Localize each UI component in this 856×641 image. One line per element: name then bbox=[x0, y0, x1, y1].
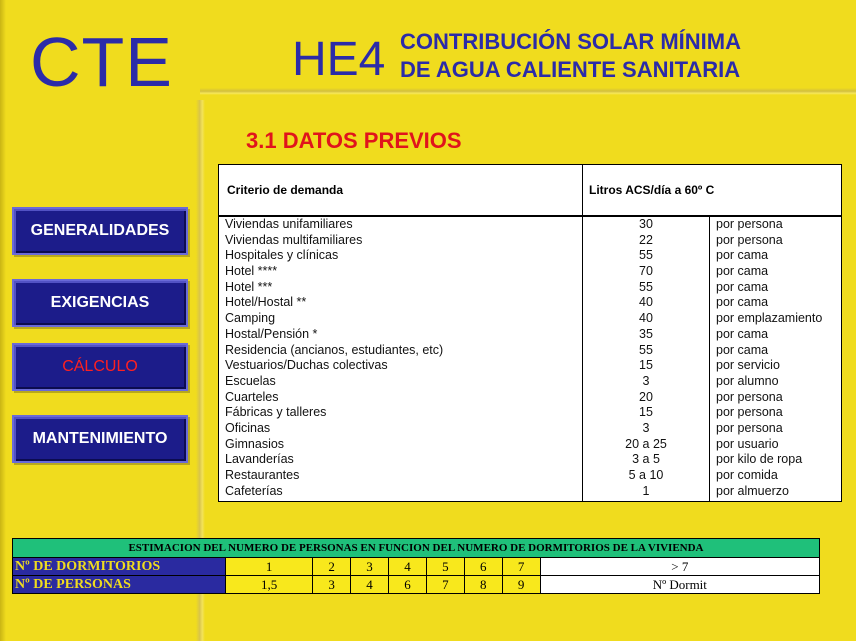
litros-cell: 55 bbox=[639, 342, 653, 357]
criterio-cell: Camping bbox=[225, 311, 276, 326]
litros-cell: 40 bbox=[639, 311, 653, 326]
table-row bbox=[219, 217, 841, 233]
dormitorios-cell: 6 bbox=[464, 558, 502, 576]
table-row bbox=[219, 248, 841, 264]
he4-code: HE4 bbox=[292, 33, 386, 86]
unidad-cell: por persona bbox=[716, 232, 783, 247]
criterio-cell: Hotel **** bbox=[225, 264, 278, 279]
unidad-cell: por servicio bbox=[716, 358, 780, 373]
unidad-cell: por persona bbox=[716, 389, 783, 404]
demand-table-body bbox=[219, 217, 841, 499]
dormitorios-cell: 7 bbox=[502, 558, 540, 576]
unidad-cell: por persona bbox=[716, 405, 783, 420]
unidad-cell: por usuario bbox=[716, 436, 779, 451]
table-row bbox=[219, 468, 841, 484]
unidad-cell: por persona bbox=[716, 217, 783, 231]
litros-cell: 35 bbox=[639, 326, 653, 341]
litros-cell: 1 bbox=[642, 483, 650, 498]
table-row bbox=[219, 280, 841, 296]
section-title: 3.1 DATOS PREVIOS bbox=[246, 128, 462, 153]
criterio-cell: Viviendas multifamiliares bbox=[225, 232, 363, 247]
litros-cell: 22 bbox=[639, 232, 653, 247]
criterio-cell: Cuarteles bbox=[225, 389, 279, 404]
dormitorios-cell: 1 bbox=[226, 558, 313, 576]
unidad-cell: por cama bbox=[716, 295, 769, 310]
nav-exigencias-button[interactable]: EXIGENCIAS bbox=[12, 279, 188, 327]
table-row bbox=[219, 343, 841, 359]
personas-cell: Nº Dormit bbox=[540, 576, 819, 594]
criterio-cell: Hospitales y clínicas bbox=[225, 248, 339, 263]
criterio-cell: Hostal/Pensión * bbox=[225, 326, 318, 341]
table-row bbox=[219, 264, 841, 280]
litros-cell: 40 bbox=[639, 295, 653, 310]
table-row bbox=[219, 358, 841, 374]
title-line-2: DE AGUA CALIENTE SANITARIA bbox=[400, 57, 741, 82]
litros-cell: 20 a 25 bbox=[625, 436, 667, 451]
unidad-cell: por cama bbox=[716, 326, 769, 341]
col-criterio-header: Criterio de demanda bbox=[227, 183, 344, 197]
criterio-cell: Cafeterías bbox=[225, 483, 283, 498]
unidad-cell: por cama bbox=[716, 248, 769, 263]
cte-logo: CTE bbox=[30, 23, 173, 101]
col-litros-header: Litros ACS/día a 60º C bbox=[589, 183, 715, 197]
demand-table-header bbox=[219, 165, 841, 217]
criterio-cell: Fábricas y talleres bbox=[225, 405, 327, 420]
unidad-cell: por cama bbox=[716, 264, 769, 279]
personas-cell: 4 bbox=[351, 576, 389, 594]
litros-cell: 55 bbox=[639, 248, 653, 263]
table-row bbox=[219, 452, 841, 468]
dormitorios-cell: 4 bbox=[389, 558, 427, 576]
criterio-cell: Hotel *** bbox=[225, 279, 273, 294]
nav-calculo-button[interactable]: CÁLCULO bbox=[12, 343, 188, 391]
unidad-cell: por kilo de ropa bbox=[716, 452, 803, 467]
table-row bbox=[219, 437, 841, 453]
table-row bbox=[219, 233, 841, 249]
litros-cell: 3 bbox=[642, 420, 650, 435]
table-row bbox=[219, 327, 841, 343]
personas-cell: 1,5 bbox=[226, 576, 313, 594]
criterio-cell: Gimnasios bbox=[225, 436, 285, 451]
litros-cell: 5 a 10 bbox=[628, 468, 664, 482]
unidad-cell: por cama bbox=[716, 342, 769, 357]
dormitorios-cell: > 7 bbox=[540, 558, 819, 576]
personas-cell: 7 bbox=[426, 576, 464, 594]
dormitorios-cell: 3 bbox=[351, 558, 389, 576]
criterio-cell: Restaurantes bbox=[225, 468, 300, 482]
criterio-cell: Vestuarios/Duchas colectivas bbox=[225, 358, 388, 373]
unidad-cell: por alumno bbox=[716, 373, 779, 388]
personas-cell: 3 bbox=[313, 576, 351, 594]
table-row bbox=[219, 311, 841, 327]
estimation-table-title: ESTIMACION DEL NUMERO DE PERSONAS EN FUNCION DEL NUMERO DE DORMITORIOS DE LA VIVIENDA bbox=[13, 539, 820, 558]
criterio-cell: Hotel/Hostal ** bbox=[225, 295, 307, 310]
unidad-cell: por cama bbox=[716, 279, 769, 294]
page-title bbox=[400, 28, 741, 84]
criterio-cell: Escuelas bbox=[225, 373, 276, 388]
litros-cell: 15 bbox=[639, 358, 653, 373]
unidad-cell: por comida bbox=[716, 468, 778, 482]
litros-cell: 55 bbox=[639, 279, 653, 294]
litros-cell: 15 bbox=[639, 405, 653, 420]
table-row bbox=[219, 405, 841, 421]
table-row bbox=[13, 558, 820, 576]
nav-mantenimiento-button[interactable]: MANTENIMIENTO bbox=[12, 415, 188, 463]
table-row bbox=[219, 374, 841, 390]
unidad-cell: por almuerzo bbox=[716, 483, 789, 498]
table-row bbox=[219, 295, 841, 311]
demand-table bbox=[218, 164, 842, 502]
title-line-1: CONTRIBUCIÓN SOLAR MÍNIMA bbox=[400, 29, 741, 54]
estimation-table bbox=[12, 538, 820, 594]
litros-cell: 70 bbox=[639, 264, 653, 279]
litros-cell: 30 bbox=[639, 217, 653, 231]
personas-cell: 6 bbox=[389, 576, 427, 594]
litros-cell: 3 a 5 bbox=[632, 452, 660, 467]
unidad-cell: por emplazamiento bbox=[716, 311, 823, 326]
row-label-dormitorios: Nº DE DORMITORIOS bbox=[13, 558, 226, 576]
criterio-cell: Lavanderías bbox=[225, 452, 294, 467]
dormitorios-cell: 2 bbox=[313, 558, 351, 576]
table-row bbox=[219, 390, 841, 406]
criterio-cell: Oficinas bbox=[225, 420, 271, 435]
nav-generalidades-button[interactable]: GENERALIDADES bbox=[12, 207, 188, 255]
unidad-cell: por persona bbox=[716, 420, 783, 435]
litros-cell: 3 bbox=[642, 373, 650, 388]
criterio-cell: Viviendas unifamiliares bbox=[225, 217, 353, 231]
personas-cell: 8 bbox=[464, 576, 502, 594]
table-row bbox=[219, 484, 841, 500]
row-label-personas: Nº DE PERSONAS bbox=[13, 576, 226, 594]
table-row bbox=[13, 576, 820, 594]
personas-cell: 9 bbox=[502, 576, 540, 594]
criterio-cell: Residencia (ancianos, estudiantes, etc) bbox=[225, 342, 444, 357]
table-row bbox=[219, 421, 841, 437]
header-divider bbox=[200, 88, 856, 95]
dormitorios-cell: 5 bbox=[426, 558, 464, 576]
left-border bbox=[0, 0, 6, 641]
litros-cell: 20 bbox=[639, 389, 653, 404]
